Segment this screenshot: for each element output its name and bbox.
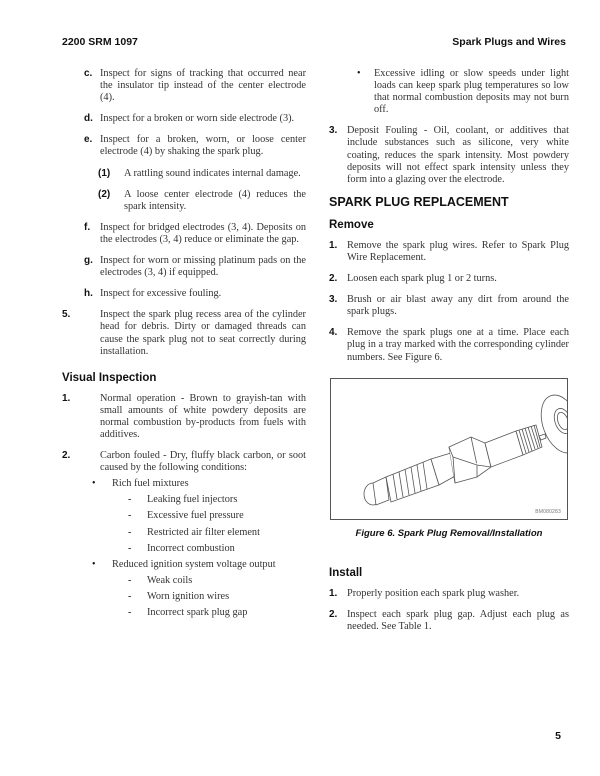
- item-text: Carbon fouled - Dry, fluffy black carbon, or soot caused by the following conditions:: [100, 450, 306, 474]
- item-label: d.: [84, 113, 93, 125]
- bullet-icon: •: [357, 68, 361, 79]
- item-text: Rich fuel mixtures: [112, 478, 189, 490]
- item-text: A rattling sound indicates internal damage.: [124, 167, 301, 179]
- figure-caption: Figure 6. Spark Plug Removal/Installation: [355, 527, 543, 539]
- item-label: 2.: [329, 273, 338, 285]
- item-text: Inspect for worn or missing platinum pads on the electrodes (3, 4) if equipped.: [100, 255, 306, 279]
- figure-frame: [330, 378, 568, 520]
- dash-icon: -: [128, 526, 132, 538]
- sub-list-item: [62, 189, 306, 213]
- item-label: (2): [98, 188, 111, 200]
- dash-item: [62, 591, 306, 603]
- item-text: Properly position each spark plug washer.: [347, 587, 520, 599]
- step-item: [62, 309, 306, 357]
- item-text: Inspect each spark plug gap. Adjust each plug as needed. See Table 1.: [347, 608, 569, 632]
- item-label: 2.: [329, 608, 338, 620]
- list-item: [62, 113, 306, 125]
- step-item: [329, 125, 569, 185]
- list-item: [62, 255, 306, 279]
- item-text: Remove the spark plug wires. Refer to Spark Plug Wire Replacement.: [347, 239, 569, 263]
- dash-item: [62, 494, 306, 506]
- item-text: A loose center electrode (4) reduces the spark intensity.: [124, 188, 306, 212]
- item-text: Brush or air blast away any dirt from around the spark plugs.: [347, 294, 569, 318]
- bullet-item: [62, 559, 306, 571]
- bullet-icon: •: [92, 558, 96, 570]
- list-item: [62, 222, 306, 246]
- dash-icon: -: [128, 494, 132, 506]
- step-item: [329, 240, 569, 264]
- section-heading: SPARK PLUG REPLACEMENT: [329, 194, 509, 209]
- item-label: 3.: [329, 294, 338, 306]
- item-label: 2.: [62, 450, 71, 462]
- item-label: e.: [84, 134, 93, 146]
- dash-item: [62, 543, 306, 555]
- item-text: Inspect for a broken or worn side electrode (3).: [100, 113, 295, 125]
- item-text: Restricted air filter element: [147, 526, 260, 538]
- page-number: 5: [555, 730, 561, 742]
- document-id: 2200 SRM 1097: [62, 36, 138, 48]
- item-label: 4.: [329, 327, 338, 339]
- hex-nut: [449, 437, 491, 483]
- item-label: 1.: [329, 239, 338, 251]
- install-heading: Install: [329, 566, 363, 579]
- item-label: 1.: [62, 392, 71, 404]
- left-column: [62, 68, 306, 623]
- item-text: Normal operation - Brown to grayish-tan with small amounts of white powdery deposits are normal combustion by-products from fuels with additives.: [100, 392, 306, 440]
- item-text: Weak coils: [147, 574, 193, 586]
- dash-item: [62, 510, 306, 522]
- item-label: h.: [84, 288, 93, 300]
- dash-icon: -: [128, 542, 132, 554]
- item-text: Inspect for signs of tracking that occurred near the insulator tip instead of the center electrode (4).: [100, 68, 306, 104]
- list-item: [62, 134, 306, 158]
- item-label: g.: [84, 255, 93, 267]
- figure-code: BM080283: [535, 508, 561, 515]
- dash-icon: -: [128, 607, 132, 618]
- item-label: 5.: [62, 309, 71, 321]
- dash-icon: -: [128, 510, 132, 522]
- item-label: c.: [84, 68, 93, 79]
- item-label: 1.: [329, 587, 338, 599]
- dash-item: [62, 575, 306, 587]
- step-item: [329, 609, 569, 633]
- step-item: [62, 393, 306, 441]
- item-text: Inspect for bridged electrodes (3, 4). Deposits on the electrodes (3, 4) reduce or eliminate the gap.: [100, 221, 306, 245]
- item-text: Loosen each spark plug 1 or 2 turns.: [347, 273, 497, 285]
- dash-item: [62, 527, 306, 539]
- list-item: [62, 68, 306, 104]
- item-text: Incorrect spark plug gap: [147, 607, 248, 618]
- item-text: Inspect the spark plug recess area of the cylinder head for debris. Dirty or damaged threads can cause the spark plug not to seat correctly during installation.: [100, 309, 306, 357]
- item-label: 3.: [329, 125, 338, 137]
- dash-icon: -: [128, 590, 132, 602]
- step-item: [62, 450, 306, 474]
- right-column: [329, 68, 569, 642]
- item-text: Leaking fuel injectors: [147, 494, 238, 506]
- bullet-item: [329, 68, 569, 116]
- item-text: Inspect for a broken, worn, or loose center electrode (4) by shaking the spark plug.: [100, 134, 306, 158]
- item-label: f.: [84, 221, 91, 233]
- step-item: [329, 588, 569, 600]
- item-text: Excessive idling or slow speeds under light loads can keep spark plug temperatures so low that normal combustion deposits may not burn off.: [374, 68, 569, 116]
- step-item: [329, 327, 569, 363]
- item-text: Inspect for excessive fouling.: [100, 288, 222, 300]
- item-text: Worn ignition wires: [147, 590, 230, 602]
- visual-inspection-heading: Visual Inspection: [62, 371, 157, 384]
- item-text: Deposit Fouling - Oil, coolant, or additives that include substances such as silicone, very white coating, reduces the spark intensity. Most powdery deposits will not effect spark intensity unless they form into a glazing over the electrode.: [347, 125, 569, 185]
- bullet-icon: •: [92, 478, 96, 490]
- sub-list-item: [62, 168, 306, 180]
- item-text: Reduced ignition system voltage output: [112, 558, 276, 570]
- bullet-item: [62, 478, 306, 490]
- step-item: [329, 294, 569, 318]
- dash-icon: -: [128, 574, 132, 586]
- section-title: Spark Plugs and Wires: [452, 36, 566, 48]
- item-label: (1): [98, 167, 111, 179]
- item-text: Incorrect combustion: [147, 542, 235, 554]
- item-text: Excessive fuel pressure: [147, 510, 244, 522]
- dash-item: [62, 607, 306, 619]
- spark-plug-illustration: [331, 379, 567, 519]
- item-text: Remove the spark plugs one at a time. Place each plug in a tray marked with the corresponding cylinder numbers. See Figure 6.: [347, 327, 569, 363]
- remove-heading: Remove: [329, 218, 374, 231]
- list-item: [62, 288, 306, 300]
- step-item: [329, 273, 569, 285]
